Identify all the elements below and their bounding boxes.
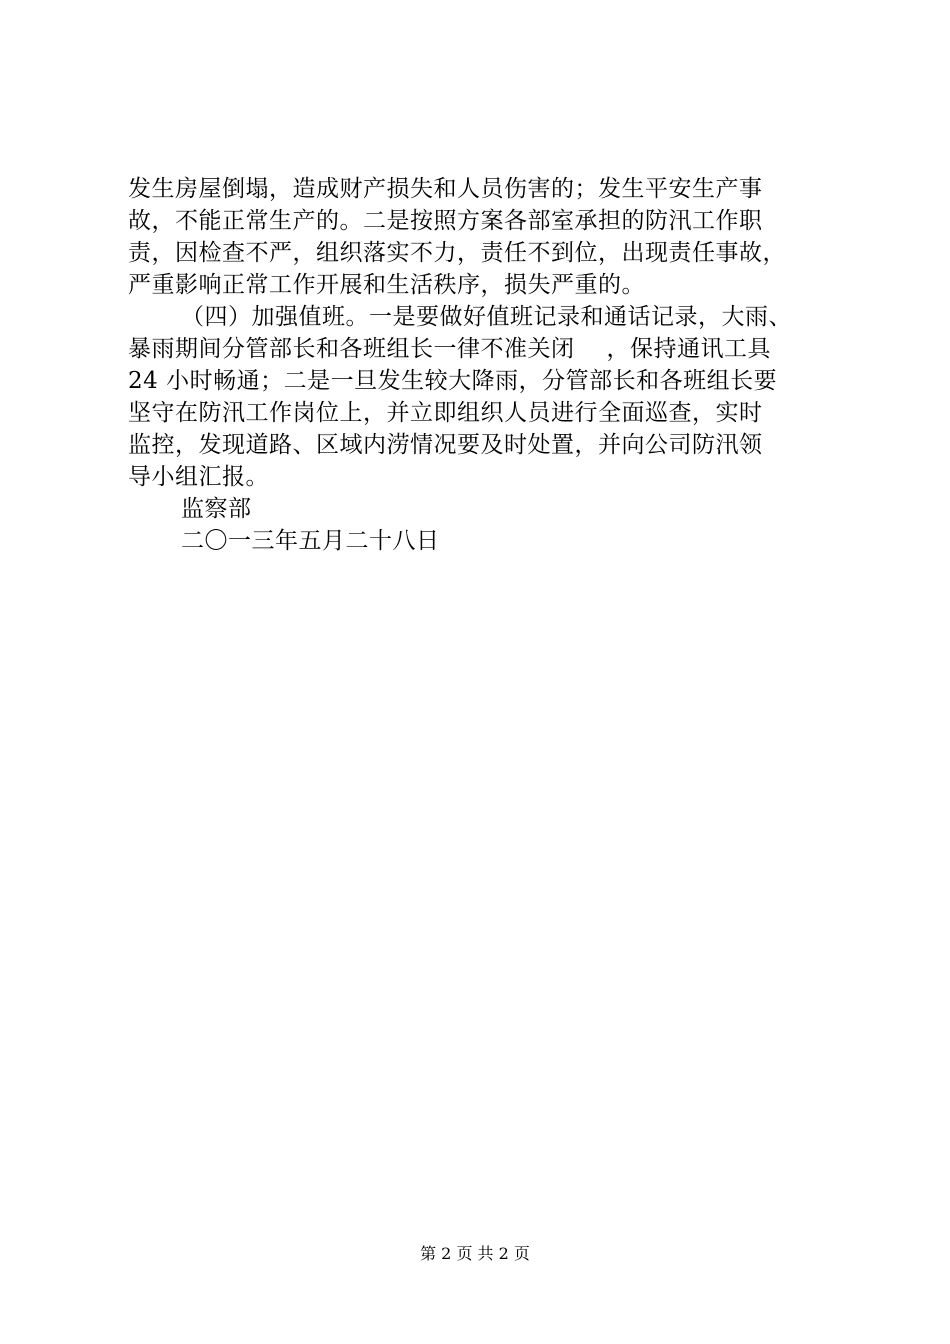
paragraph-2-line-2-part-1: 暴雨期间分管部长和各班组长一律不准关闭 — [128, 336, 575, 362]
date: 二〇一三年五月二十八日 — [181, 528, 440, 554]
paragraph-2-line-5: 监控，发现道路、区域内涝情况要及时处置，并向公司防汛领 — [128, 432, 763, 458]
paragraph-2-line-6: 导小组汇报。 — [128, 464, 269, 490]
paragraph-2-line-2 — [128, 333, 828, 365]
paragraph-2-line-2-part-2: ，保持通讯工具 — [606, 336, 771, 362]
signature: 监察部 — [181, 496, 252, 522]
paragraph-2-line-4: 坚守在防汛工作岗位上，并立即组织人员进行全面巡查，实时 — [128, 400, 763, 426]
paragraph-1-line-1: 发生房屋倒塌，造成财产损失和人员伤害的；发生平安生产事 — [128, 176, 763, 202]
paragraph-2-line-1: （四）加强值班。一是要做好值班记录和通话记录，大雨、 — [181, 304, 792, 330]
page-footer — [0, 1244, 950, 1264]
paragraph-2-line-3: 24 小时畅通；二是一旦发生较大降雨，分管部长和各班组长要 — [128, 368, 778, 394]
paragraph-1-line-3: 责，因检查不严，组织落实不力，责任不到位，出现责任事故， — [128, 240, 786, 266]
document-body — [128, 173, 828, 557]
paragraph-1-line-2: 故，不能正常生产的。二是按照方案各部室承担的防汛工作职 — [128, 208, 763, 234]
page-indicator: 第 2 页 共 2 页 — [420, 1244, 530, 1263]
paragraph-1-line-4: 严重影响正常工作开展和生活秩序，损失严重的。 — [128, 272, 645, 298]
